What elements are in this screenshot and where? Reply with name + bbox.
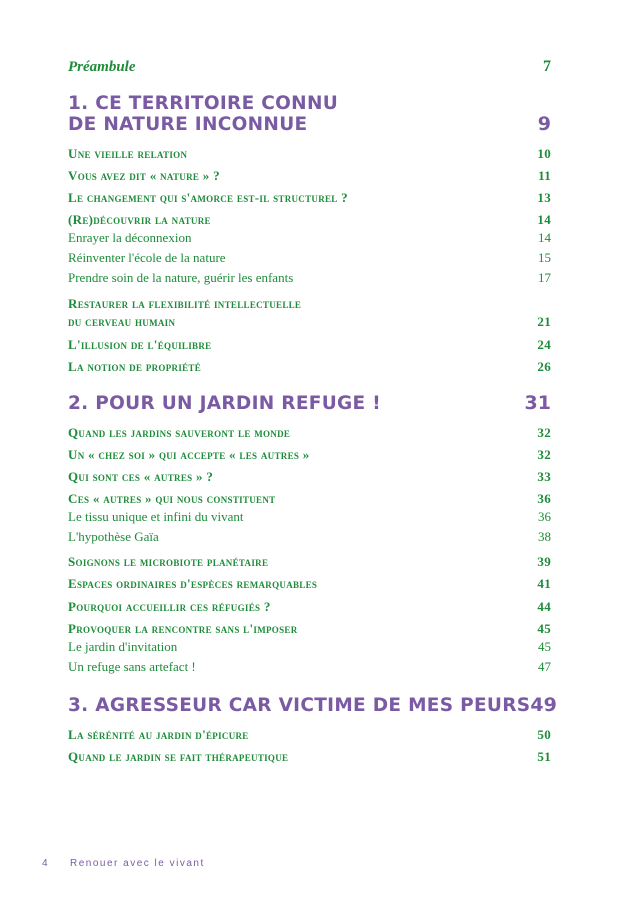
toc-subsection[interactable]: [68, 230, 551, 246]
toc-page-number: 41: [537, 576, 551, 591]
toc-entry-label: Espaces ordinaires d'espèces remarquables: [68, 576, 318, 591]
toc-page-number: 50: [537, 727, 551, 742]
toc-section[interactable]: [68, 189, 551, 207]
toc-page-number: 10: [537, 146, 551, 161]
chapter-title-line-2: DE NATURE INCONNUE: [68, 114, 308, 135]
toc-page-number: 47: [538, 659, 551, 674]
toc-page-number: 44: [537, 599, 551, 614]
toc-page-number: 14: [538, 230, 551, 245]
toc-subsection[interactable]: [68, 639, 551, 655]
running-book-title: Renouer avec le vivant: [70, 858, 205, 869]
toc-page-number: 17: [538, 270, 551, 285]
toc-section[interactable]: [68, 620, 551, 638]
chapter-page-number: 31: [524, 392, 551, 414]
toc-entry-label: Enrayer la déconnexion: [68, 230, 192, 245]
toc-page-number: 38: [538, 529, 551, 544]
toc-section[interactable]: [68, 336, 551, 354]
toc-page-number: 24: [537, 337, 551, 352]
chapter-title: 2. POUR UN JARDIN REFUGE !: [68, 393, 381, 414]
toc-entry-label: Quand les jardins sauveront le monde: [68, 425, 291, 440]
toc-entry-label: Soignons le microbiote planétaire: [68, 554, 269, 569]
toc-section[interactable]: [68, 553, 551, 571]
toc-entry-label: L'hypothèse Gaïa: [68, 529, 159, 544]
toc-entry-label: La notion de propriété: [68, 359, 202, 374]
toc-entry-label: Préambule: [68, 59, 136, 75]
toc-section[interactable]: [68, 748, 551, 766]
toc-page-number: 15: [538, 250, 551, 265]
toc-entry-label: Le tissu unique et infini du vivant: [68, 509, 244, 524]
folio-page-number: 4: [42, 858, 48, 869]
toc-entry-label: Le jardin d'invitation: [68, 639, 178, 654]
toc-section[interactable]: [68, 145, 551, 163]
chapter-page-number: 9: [537, 113, 551, 135]
toc-page-number: 45: [537, 621, 551, 636]
toc-subsection[interactable]: [68, 270, 551, 286]
toc-entry-label: Qui sont ces « autres » ?: [68, 469, 214, 484]
toc-entry-label: [68, 295, 301, 331]
toc-section[interactable]: [68, 598, 551, 616]
toc-entry-label: Une vieille relation: [68, 146, 188, 161]
toc-page-number: 45: [538, 639, 551, 654]
toc-page-number: 33: [537, 469, 551, 484]
toc-page-number: 11: [538, 168, 551, 183]
toc-page-number: 21: [537, 314, 551, 329]
toc-section[interactable]: [68, 446, 551, 464]
toc-entry-label: Un « chez soi » qui accepte « les autres »: [68, 447, 310, 462]
toc-entry-label: Vous avez dit « nature » ?: [68, 168, 220, 183]
toc-chapter-2[interactable]: [68, 393, 551, 414]
chapter-title-line-1: 1. CE TERRITOIRE CONNU: [68, 93, 339, 114]
toc-section[interactable]: [68, 490, 551, 508]
toc-entry-label-line-1: Restaurer la flexibilité intellectuelle: [68, 296, 302, 311]
toc-entry-label: La sérénité au jardin d'épicure: [68, 727, 249, 742]
toc-preamble[interactable]: [68, 58, 551, 76]
toc-page-number: 7: [543, 58, 551, 75]
toc-page-number: 32: [537, 425, 551, 440]
toc-entry-label: Provoquer la rencontre sans l'imposer: [68, 621, 298, 636]
toc-section[interactable]: [68, 424, 551, 442]
toc-chapter-3[interactable]: [68, 694, 557, 716]
toc-section[interactable]: [68, 211, 551, 229]
toc-section[interactable]: [68, 167, 551, 185]
toc-section[interactable]: [68, 468, 551, 486]
toc-entry-label: (Re)découvrir la nature: [68, 212, 211, 227]
toc-chapter-1[interactable]: [68, 93, 551, 135]
chapter-title: [68, 93, 338, 135]
toc-page-number: 13: [537, 190, 551, 205]
toc-entry-label-line-2: du cerveau humain: [68, 314, 176, 329]
toc-section[interactable]: [68, 358, 551, 376]
toc-subsection[interactable]: [68, 250, 551, 266]
toc-entry-label: Le changement qui s'amorce est-il structurel ?: [68, 190, 348, 205]
toc-entry-label: Prendre soin de la nature, guérir les enfants: [68, 270, 294, 285]
toc-entry-label: Un refuge sans artefact !: [68, 659, 196, 674]
toc-page-number: 26: [537, 359, 551, 374]
toc-subsection[interactable]: [68, 509, 551, 525]
toc-page-number: 32: [537, 447, 551, 462]
toc-subsection[interactable]: [68, 529, 551, 545]
toc-page-number: 39: [537, 554, 551, 569]
toc-section[interactable]: [68, 575, 551, 593]
chapter-title: 3. AGRESSEUR CAR VICTIME DE MES PEURS: [68, 695, 531, 716]
toc-section[interactable]: [68, 726, 551, 744]
toc-section[interactable]: [68, 295, 551, 331]
toc-subsection[interactable]: [68, 659, 551, 675]
toc-page-number: 14: [537, 212, 551, 227]
toc-entry-label: Pourquoi accueillir ces réfugiés ?: [68, 599, 271, 614]
toc-entry-label: L'illusion de l'équilibre: [68, 337, 212, 352]
toc-entry-label: Ces « autres » qui nous constituent: [68, 491, 276, 506]
toc-page-number: 36: [537, 491, 551, 506]
toc-entry-label: Quand le jardin se fait thérapeutique: [68, 749, 289, 764]
toc-entry-label: Réinventer l'école de la nature: [68, 250, 226, 265]
chapter-page-number: 49: [530, 694, 557, 716]
toc-page-number: 51: [537, 749, 551, 764]
page-footer: [42, 858, 205, 869]
toc-page-number: 36: [538, 509, 551, 524]
